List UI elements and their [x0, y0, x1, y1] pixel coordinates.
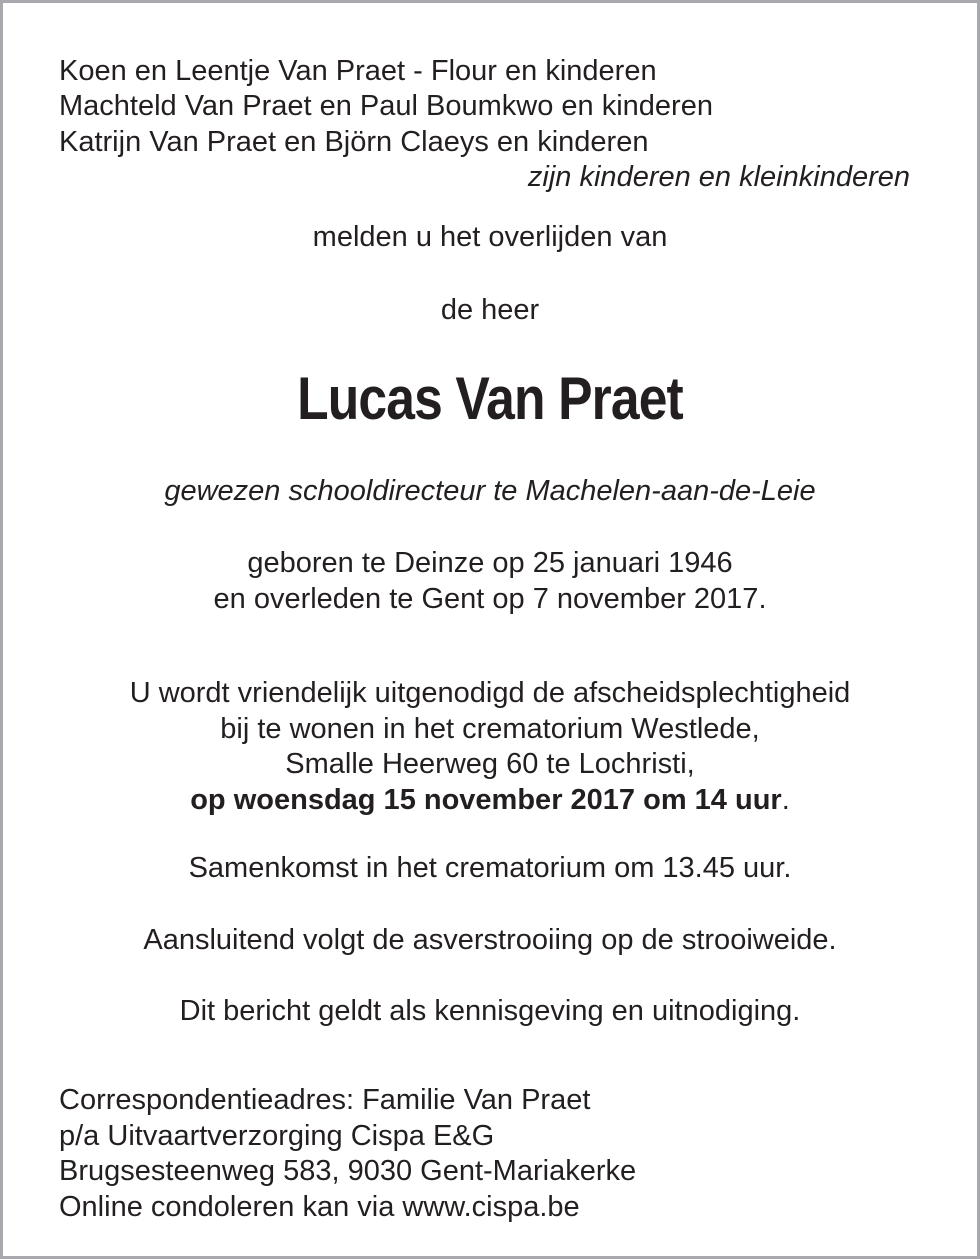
contact-line-3: Brugsesteenweg 583, 9030 Gent-Mariakerke	[59, 1155, 637, 1187]
death-text: en overleden te Gent op 7 november 2017.	[213, 583, 767, 615]
intro-text: melden u het overlijden van	[312, 221, 668, 253]
contact-line-4: Online condoleren kan via www.cispa.be	[59, 1191, 580, 1223]
ceremony-datetime-bold: op woensdag 15 november 2017 om 14 uur	[190, 784, 782, 816]
gathering-text: Samenkomst in het crematorium om 13.45 uur.	[188, 852, 792, 884]
family-line-2: Machteld Van Praet en Paul Boumkwo en kinderen	[59, 90, 713, 122]
notice-text: Dit bericht geldt als kennisgeving en uitnodiging.	[179, 995, 801, 1027]
ceremony-datetime	[0, 782, 980, 818]
family-signature: zijn kinderen en kleinkinderen	[527, 161, 910, 193]
family-line-3: Katrijn Van Praet en Björn Claeys en kinderen	[59, 126, 649, 158]
scattering-text: Aansluitend volgt de asverstrooiing op de strooiweide.	[143, 924, 837, 956]
family-line-1: Koen en Leentje Van Praet - Flour en kinderen	[59, 55, 657, 87]
occupation-text: gewezen schooldirecteur te Machelen-aan-de-Leie	[164, 475, 816, 507]
ceremony-line-2: bij te wonen in het crematorium Westlede,	[220, 713, 760, 745]
contact-line-1: Correspondentieadres: Familie Van Praet	[59, 1084, 591, 1116]
ceremony-datetime-period: .	[781, 784, 790, 816]
contact-line-2: p/a Uitvaartverzorging Cispa E&G	[59, 1120, 495, 1152]
ceremony-line-3: Smalle Heerweg 60 te Lochristi,	[285, 748, 695, 780]
title-text: de heer	[440, 294, 540, 326]
birth-text: geboren te Deinze op 25 januari 1946	[247, 547, 733, 579]
ceremony-line-1: U wordt vriendelijk uitgenodigd de afscheidsplechtigheid	[129, 677, 851, 709]
deceased-name: Lucas Van Praet	[297, 365, 683, 432]
